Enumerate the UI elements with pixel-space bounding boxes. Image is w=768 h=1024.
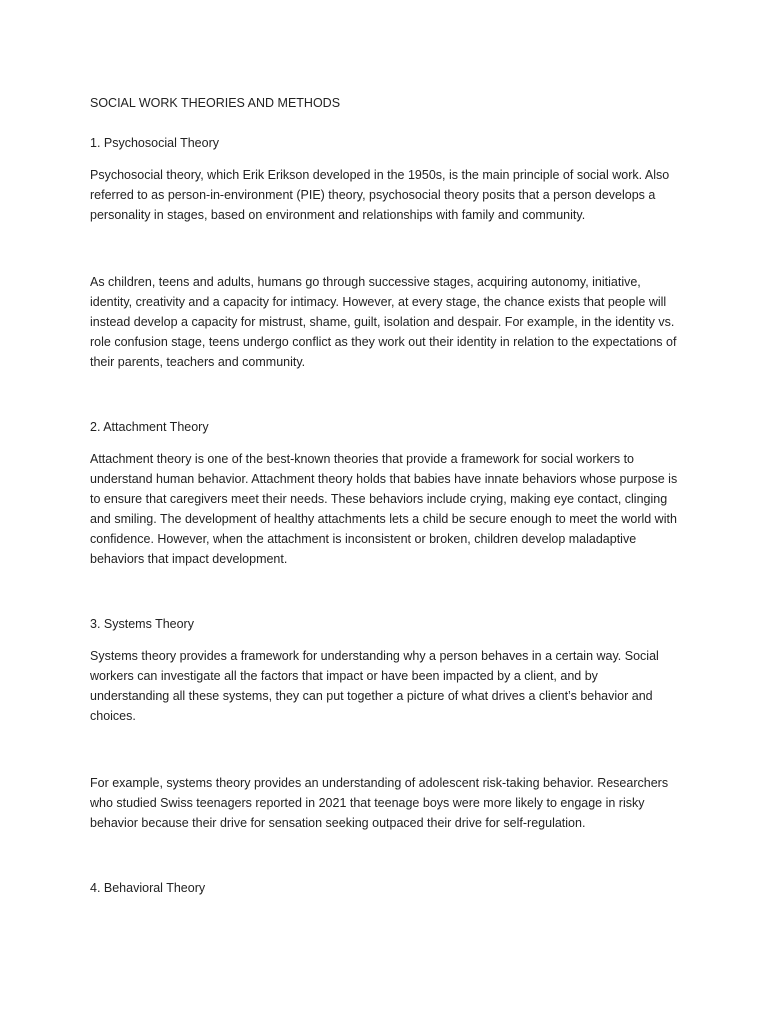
- section-heading-psychosocial: 1. Psychosocial Theory: [90, 136, 219, 150]
- section-heading-attachment: 2. Attachment Theory: [90, 420, 209, 434]
- paragraph: As children, teens and adults, humans go through successive stages, acquiring autonomy, initiative, identity, creativity and a capacity for intimacy. However, at every stage, the chance exists that people will instead develop a capacity for mistrust, shame, guilt, isolation and despair. For example, in the identity vs. role confusion stage, teens undergo conflict as they work out their identity in relation to the expectations of their parents, teachers and community.: [90, 275, 677, 369]
- section-heading-behavioral: 4. Behavioral Theory: [90, 881, 206, 895]
- document-title: SOCIAL WORK THEORIES AND METHODS: [90, 96, 341, 110]
- section-heading-systems: 3. Systems Theory: [90, 617, 194, 631]
- paragraph: Attachment theory is one of the best-known theories that provide a framework for social workers to understand human behavior. Attachment theory holds that babies have innate behaviors whose purpose is to ensure that caregivers meet their needs. These behaviors include crying, making eye contact, clinging and smiling. The development of healthy attachments lets a child be secure enough to meet the world with confidence. However, when the attachment is inconsistent or broken, children develop maladaptive behaviors that impact development.: [90, 452, 678, 566]
- paragraph: Systems theory provides a framework for understanding why a person behaves in a certain way. Social workers can investigate all the factors that impact or have been impacted by a client, and by understanding all these systems, they can put together a picture of what drives a client’s behavior and choices.: [90, 649, 659, 723]
- paragraph: Psychosocial theory, which Erik Erikson developed in the 1950s, is the main principle of social work. Also referred to as person-in-environment (PIE) theory, psychosocial theory posits that a person develops a personality in stages, based on environment and relationships with family and community.: [90, 168, 670, 222]
- paragraph: For example, systems theory provides an understanding of adolescent risk-taking behavior. Researchers who studied Swiss teenagers reported in 2021 that teenage boys were more likely to engage in risky behavior because their drive for sensation seeking outpaced their drive for self-regulation.: [90, 776, 669, 830]
- document-body: [90, 93, 680, 910]
